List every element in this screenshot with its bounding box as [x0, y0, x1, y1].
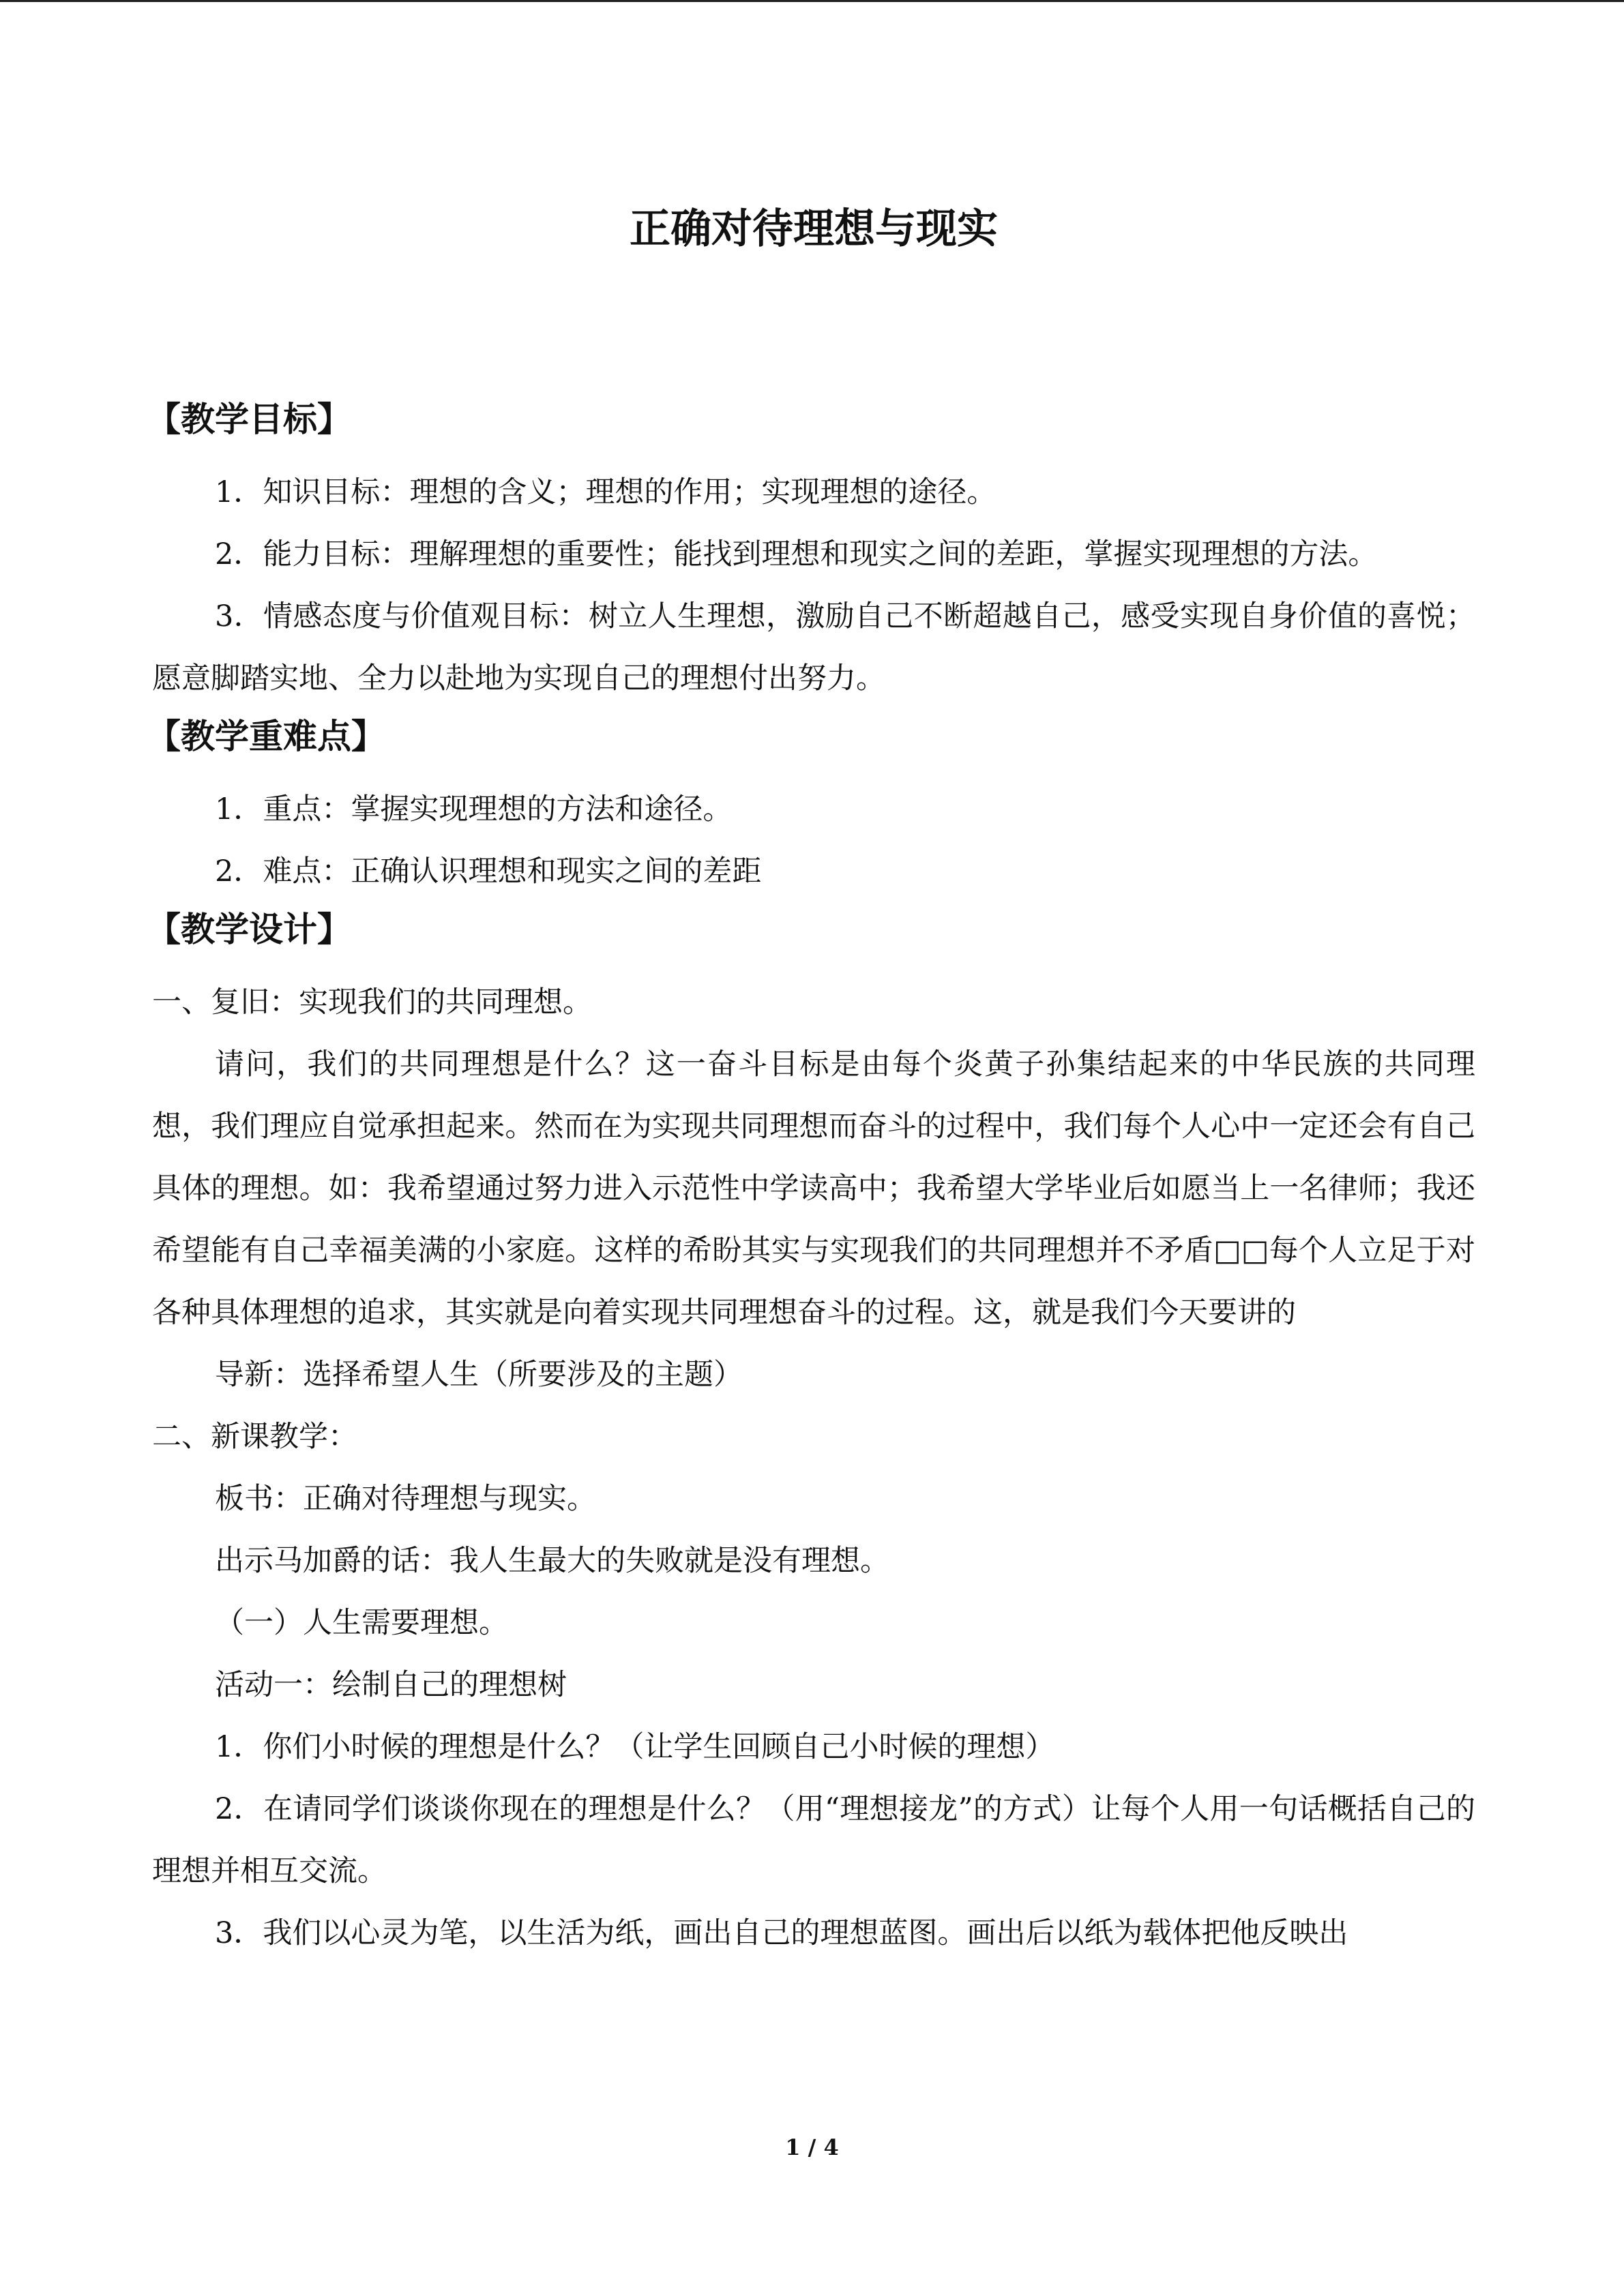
top-border-rule: [0, 0, 1624, 2]
document-title: 正确对待理想与现实: [630, 205, 998, 253]
design-question-2: 2．在请同学们谈谈你现在的理想是什么？（用“理想接龙”的方式）让每个人用一句话概括自己的理想并相互交流。: [152, 1792, 1475, 1888]
design-activity-1: 活动一：绘制自己的理想树: [215, 1668, 567, 1702]
document-page: [147, 205, 1475, 1965]
goal-item-knowledge: 1．知识目标：理想的含义；理想的作用；实现理想的途径。: [215, 475, 996, 509]
design-question-3: 3．我们以心灵为笔，以生活为纸，画出自己的理想蓝图。画出后以纸为载体把他反映出: [215, 1916, 1348, 1950]
page-number: 1 / 4: [785, 2134, 839, 2160]
section-heading-design: 【教学设计】: [147, 909, 351, 949]
section-teaching-goals: [147, 397, 1475, 710]
section-heading-goals: 【教学目标】: [147, 399, 351, 439]
section-key-points: [147, 714, 1475, 903]
keypoint-item-focus: 1．重点：掌握实现理想的方法和途径。: [215, 792, 733, 826]
goal-item-ability: 2．能力目标：理解理想的重要性；能找到理想和现实之间的差距，掌握实现理想的方法。: [215, 537, 1378, 571]
design-intro: 导新：选择希望人生（所要涉及的主题）: [215, 1358, 743, 1392]
design-quote: 出示马加爵的话：我人生最大的失败就是没有理想。: [215, 1544, 889, 1578]
design-review-heading: 一、复旧：实现我们的共同理想。: [152, 985, 592, 1019]
design-board-writing: 板书：正确对待理想与现实。: [215, 1482, 596, 1516]
section-heading-keypoints: 【教学重难点】: [147, 716, 385, 756]
design-subsection-1: （一）人生需要理想。: [215, 1606, 508, 1640]
section-teaching-design: [147, 907, 1475, 1965]
design-new-lesson-heading: 二、新课教学：: [152, 1420, 357, 1454]
keypoint-item-difficulty: 2．难点：正确认识理想和现实之间的差距: [215, 854, 762, 889]
design-review-body: 请问，我们的共同理想是什么？这一奋斗目标是由每个炎黄子孙集结起来的中华民族的共同理想，我们理应自觉承担起来。然而在为实现共同理想而奋斗的过程中，我们每个人心中一定还会有自己具体的理想。如：我希望通过努力进入示范性中学读高中；我希望大学毕业后如愿当上一名律师；我还希望能有自己幸福美满的小家庭。这样的希盼其实与实现我们的共同理想并不矛盾□□每个人立足于对各种具体理想的追求，其实就是向着实现共同理想奋斗的过程。这，就是我们今天要讲的: [152, 1047, 1475, 1330]
design-question-1: 1．你们小时候的理想是什么？（让学生回顾自己小时候的理想）: [215, 1730, 1055, 1764]
goal-item-attitude: 3．情感态度与价值观目标：树立人生理想，激励自己不断超越自己，感受实现自身价值的喜悦；愿意脚踏实地、全力以赴地为实现自己的理想付出努力。: [152, 599, 1475, 696]
